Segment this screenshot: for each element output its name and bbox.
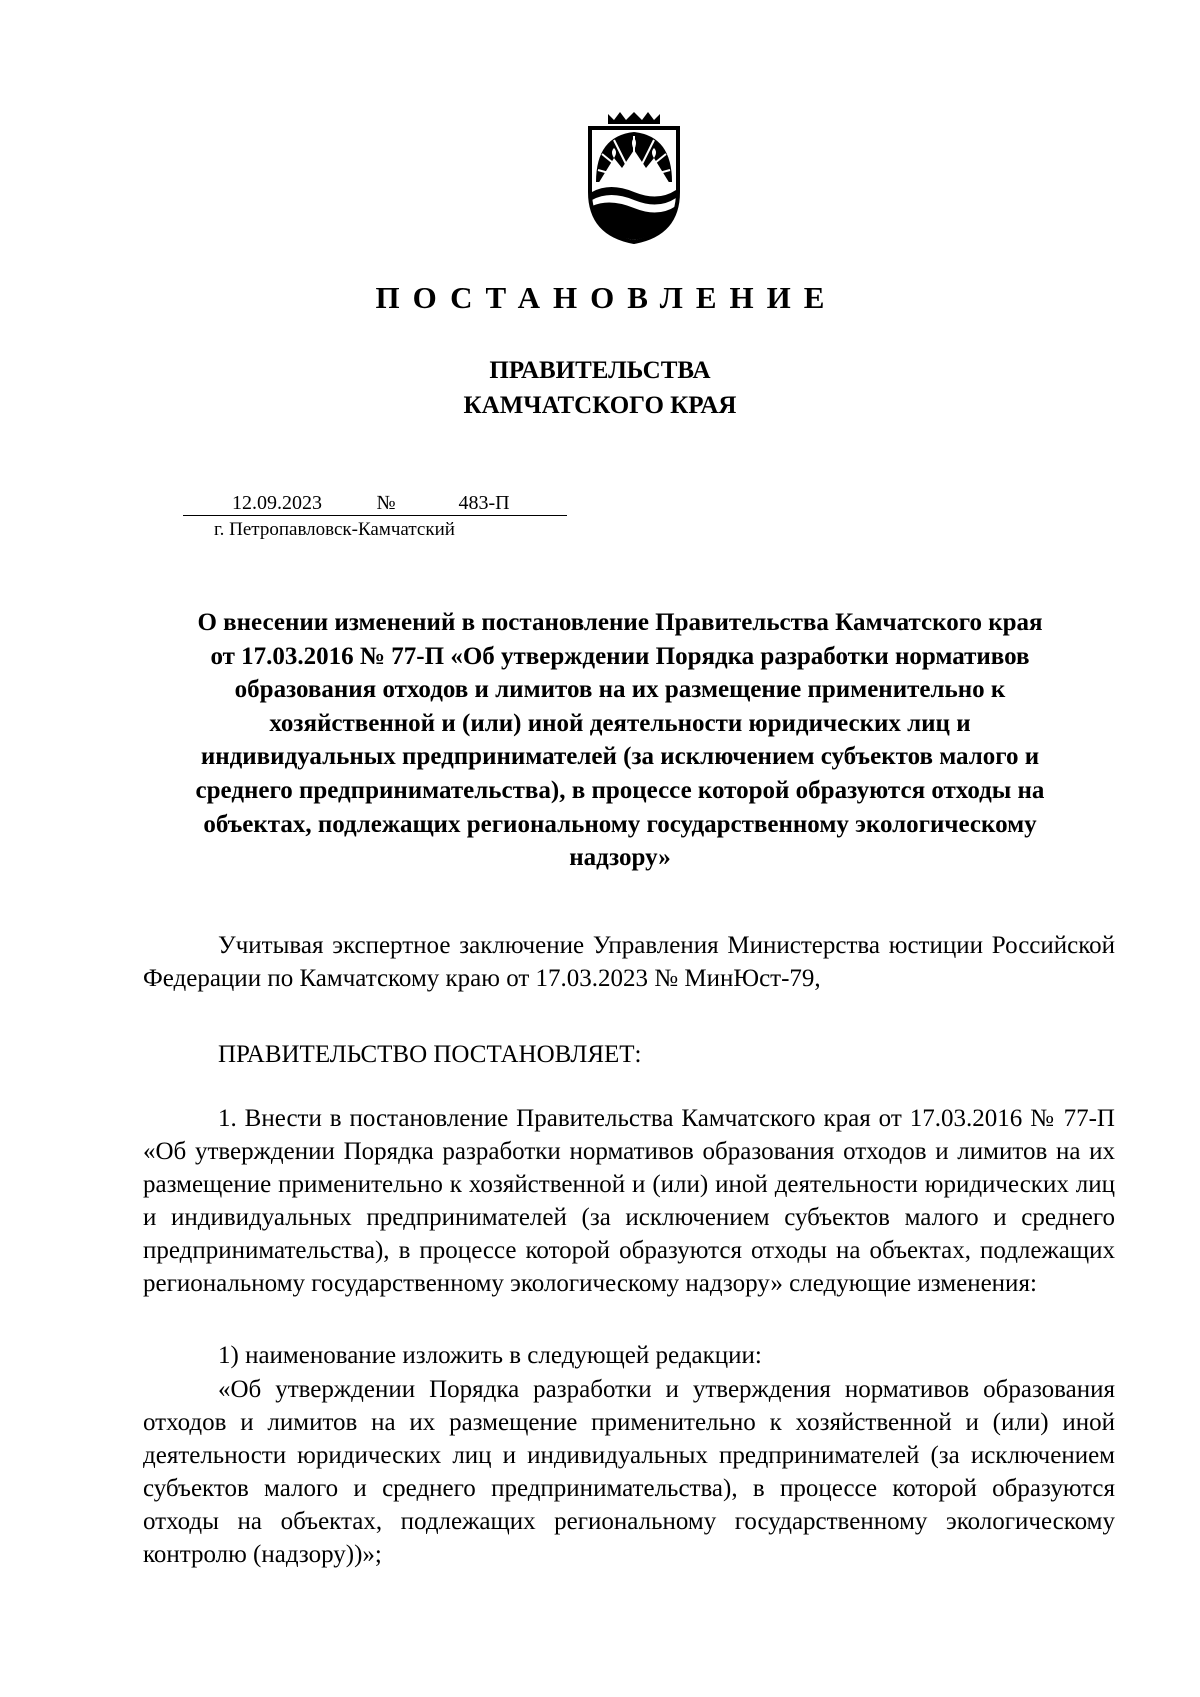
authority-line-2: КАМЧАТСКОГО КРАЯ <box>463 392 737 419</box>
title-line: О внесении изменений в постановление Правительства Камчатского края <box>197 609 1043 636</box>
document-type-heading: ПОСТАНОВЛЕНИЕ <box>375 280 838 315</box>
document-date: 12.09.2023 <box>183 491 371 516</box>
item-1-paragraph: 1. Внести в постановление Правительства Камчатского края от 17.03.2016 № 77-П «Об утверждении Порядка разработки нормативов образования отходов и лимитов на их размещение применительно к хозяйственной и (или) иной деятельности юридических лиц и индивидуальных предпринимателей (за исключением субъектов малого и среднего предпринимательства), в процессе которой образуются отходы на объектах, подлежащих региональному государственному экологическому надзору» следующие изменения: <box>143 1105 1115 1297</box>
title-line: от 17.03.2016 № 77-П «Об утверждении Порядка разработки нормативов <box>210 642 1030 670</box>
decree-section <box>143 1038 1115 1071</box>
title-line: образования отходов и лимитов на их размещение применительно к <box>234 676 1006 704</box>
preamble-paragraph: Учитывая экспертное заключение Управления Министерства юстиции Российской Федерации по Камчатскому краю от 17.03.2023 № МинЮст-79, <box>143 932 1115 992</box>
title-line: надзору» <box>569 844 671 872</box>
preamble-section <box>143 929 1115 995</box>
quoted-title-section <box>143 1373 1115 1571</box>
document-title <box>130 606 1110 875</box>
document-city: г. Петропавловск-Камчатский <box>214 519 455 540</box>
quoted-new-title-paragraph: «Об утверждении Порядка разработки и утверждения нормативов образования отходов и лимитов на их размещение применительно к хозяйственной и (или) иной деятельности юридических лиц и индивидуальных предпринимателей (за исключением субъектов малого и среднего предпринимательства), в процессе которой образуются отходы на объектах, подлежащих региональному государственному экологическому контролю (надзору))»; <box>143 1376 1115 1568</box>
title-line: индивидуальных предпринимателей (за исключением субъектов малого и <box>200 743 1040 771</box>
subitem-1-paragraph: 1) наименование изложить в следующей редакции: <box>218 1342 762 1369</box>
coat-of-arms-emblem <box>580 112 688 244</box>
coat-of-arms-icon <box>580 112 688 244</box>
title-line: среднего предпринимательства), в процессе которой образуются отходы на <box>195 776 1045 804</box>
number-sign: № <box>371 491 401 516</box>
title-line: объектах, подлежащих региональному государственному экологическому <box>203 810 1037 838</box>
authority-line-1: ПРАВИТЕЛЬСТВА <box>489 357 711 384</box>
decree-statement: ПРАВИТЕЛЬСТВО ПОСТАНОВЛЯЕТ: <box>218 1041 642 1068</box>
subitem-1-section <box>143 1339 1115 1372</box>
document-number: 483-П <box>401 491 567 516</box>
issuing-authority <box>0 353 1200 423</box>
item-1-section <box>143 1102 1115 1300</box>
title-line: хозяйственной и (или) иной деятельности юридических лиц и <box>269 709 971 737</box>
date-number-line <box>183 491 567 516</box>
